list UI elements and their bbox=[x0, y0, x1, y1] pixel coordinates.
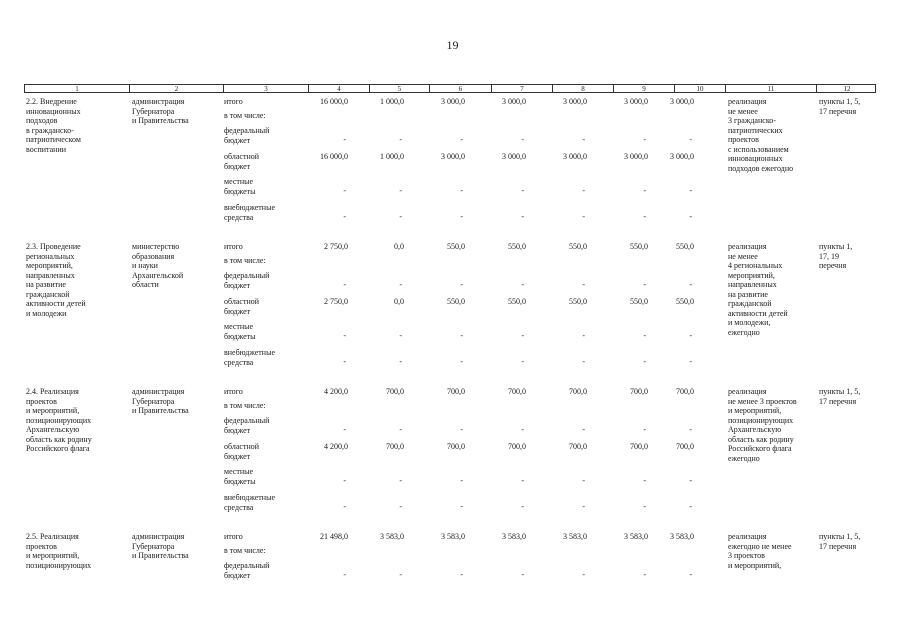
funding-source bbox=[224, 348, 304, 367]
result-line: Российского флага bbox=[728, 444, 792, 453]
expected-result bbox=[728, 387, 816, 463]
amount-cell: - bbox=[643, 186, 646, 195]
amount-cell: - bbox=[460, 280, 463, 289]
amount-cell: 700,0 bbox=[569, 442, 587, 451]
amount-cell: 1 000,0 bbox=[380, 97, 404, 106]
funding-source bbox=[224, 111, 304, 121]
measure-line: на развитие bbox=[26, 280, 66, 289]
indicator-links bbox=[819, 532, 875, 551]
funding-source bbox=[224, 97, 304, 107]
amount-cell: - bbox=[582, 425, 585, 434]
expected-result bbox=[728, 97, 816, 173]
amount-cell: 3 000,0 bbox=[624, 152, 648, 161]
funding-row bbox=[24, 467, 724, 487]
amount-cell: - bbox=[582, 476, 585, 485]
funding-source bbox=[224, 297, 304, 316]
measure-line: направленных bbox=[26, 270, 75, 280]
executor-line: Губернатора bbox=[132, 541, 175, 551]
measure-line: в гражданско- bbox=[26, 125, 74, 135]
amount-cell: 4 200,0 bbox=[324, 442, 348, 451]
measure-line: Российского флага bbox=[26, 444, 90, 453]
amount-cell: - bbox=[460, 135, 463, 144]
measure-line: Архангельскую bbox=[26, 425, 80, 434]
funding-source-line: внебюджетные bbox=[224, 203, 275, 212]
result-line: и мероприятий, bbox=[728, 406, 782, 415]
funding-source-line: бюджет bbox=[224, 280, 251, 290]
measure-line: область как родину bbox=[26, 434, 92, 444]
amount-cell: - bbox=[343, 280, 346, 289]
executor-line: министерство bbox=[132, 242, 180, 251]
amount-cell: 550,0 bbox=[569, 297, 587, 306]
funding-source-line: бюджет bbox=[224, 425, 251, 435]
amount-cell: 550,0 bbox=[508, 297, 526, 306]
funding-source-line: средства bbox=[224, 212, 254, 222]
amount-cell: - bbox=[582, 186, 585, 195]
executor-line: и Правительства bbox=[132, 406, 189, 415]
funding-source-line: в том числе: bbox=[224, 256, 266, 265]
funding-source-line: в том числе: bbox=[224, 401, 266, 410]
amount-cell: - bbox=[689, 502, 692, 511]
funding-source-line: местные bbox=[224, 467, 254, 476]
amount-cell: - bbox=[521, 135, 524, 144]
amount-cell: - bbox=[343, 502, 346, 511]
amount-cell: 3 000,0 bbox=[502, 97, 526, 106]
result-line: реализация bbox=[728, 532, 767, 541]
amount-cell: - bbox=[689, 135, 692, 144]
funding-source-line: в том числе: bbox=[224, 546, 266, 555]
funding-source bbox=[224, 177, 304, 196]
result-line: подходов ежегодно bbox=[728, 163, 794, 173]
result-line: не менее 3 проектов bbox=[728, 396, 797, 406]
result-line: ежегодно не менее bbox=[728, 541, 792, 551]
measure-line: патриотическом bbox=[26, 135, 81, 144]
table-header bbox=[24, 84, 876, 93]
amount-cell: 550,0 bbox=[630, 242, 648, 251]
amount-cell: 700,0 bbox=[676, 387, 694, 396]
measure-line: проектов bbox=[26, 541, 57, 551]
amount-cell: - bbox=[582, 357, 585, 366]
amount-cell: - bbox=[582, 502, 585, 511]
amount-cell: - bbox=[521, 570, 524, 579]
indicator-links bbox=[819, 242, 875, 271]
amount-cell: - bbox=[689, 357, 692, 366]
amount-cell: - bbox=[399, 331, 402, 340]
amount-cell: - bbox=[460, 570, 463, 579]
funding-source bbox=[224, 442, 304, 461]
links-line: пункты 1, 5, bbox=[819, 387, 861, 396]
funding-source bbox=[224, 322, 304, 341]
result-line: мероприятий, bbox=[728, 270, 775, 280]
amount-cell: 550,0 bbox=[508, 242, 526, 251]
measure-line: и молодежи bbox=[26, 308, 67, 318]
amount-cell: - bbox=[521, 502, 524, 511]
measure-line: гражданской bbox=[26, 289, 70, 299]
amount-cell: 3 000,0 bbox=[502, 152, 526, 161]
amount-cell: - bbox=[399, 476, 402, 485]
amount-cell: - bbox=[582, 570, 585, 579]
amount-cell: 550,0 bbox=[447, 297, 465, 306]
funding-source-line: внебюджетные bbox=[224, 493, 275, 502]
amount-cell: - bbox=[521, 476, 524, 485]
funding-source bbox=[224, 152, 304, 171]
funding-source bbox=[224, 126, 304, 145]
amount-cell: - bbox=[460, 212, 463, 221]
result-line: область как родину bbox=[728, 434, 794, 444]
amount-cell: 3 583,0 bbox=[563, 532, 587, 541]
result-line: 4 региональных bbox=[728, 261, 783, 270]
header-col-11: 11 bbox=[725, 85, 816, 93]
header-col-1: 1 bbox=[75, 85, 79, 93]
amount-cell: 550,0 bbox=[676, 242, 694, 251]
result-line: и молодежи, bbox=[728, 318, 771, 327]
result-line: инновационных bbox=[728, 154, 783, 163]
funding-row bbox=[24, 152, 724, 172]
amount-cell: 3 583,0 bbox=[502, 532, 526, 541]
executor-line: Архангельской bbox=[132, 270, 184, 280]
amount-cell: 700,0 bbox=[386, 442, 404, 451]
amount-cell: 700,0 bbox=[447, 387, 465, 396]
funding-source bbox=[224, 416, 304, 435]
amount-cell: 550,0 bbox=[569, 242, 587, 251]
page-number: 19 bbox=[446, 38, 459, 52]
funding-source-line: областной bbox=[224, 152, 260, 161]
measure-line: позиционирующих bbox=[26, 560, 92, 570]
result-line: проектов bbox=[728, 135, 759, 144]
indicator-links bbox=[819, 387, 875, 406]
funding-source-line: бюджет bbox=[224, 570, 251, 580]
funding-row bbox=[24, 271, 724, 291]
funding-source-line: итого bbox=[224, 97, 243, 106]
funding-source bbox=[224, 467, 304, 486]
amount-cell: - bbox=[521, 331, 524, 340]
funding-source-line: бюджет bbox=[224, 135, 251, 145]
indicator-links bbox=[819, 97, 875, 116]
funding-source bbox=[224, 546, 304, 556]
funding-row bbox=[24, 348, 724, 368]
amount-cell: - bbox=[582, 280, 585, 289]
result-line: 3 проектов bbox=[728, 551, 765, 560]
amount-cell: 0,0 bbox=[394, 242, 404, 251]
amount-cell: - bbox=[460, 502, 463, 511]
result-line: реализация bbox=[728, 242, 767, 251]
amount-cell: - bbox=[689, 186, 692, 195]
result-line: реализация bbox=[728, 97, 767, 106]
funding-source-line: областной bbox=[224, 442, 260, 451]
links-line: пункты 1, 5, bbox=[819, 97, 861, 106]
amount-cell: 700,0 bbox=[386, 387, 404, 396]
amount-cell: - bbox=[460, 331, 463, 340]
header-col-8: 8 bbox=[552, 85, 613, 93]
amount-cell: - bbox=[582, 331, 585, 340]
result-line: патриотических bbox=[728, 125, 783, 135]
funding-source-line: областной bbox=[224, 297, 260, 306]
amount-cell: 4 200,0 bbox=[324, 387, 348, 396]
links-line: пункты 1, bbox=[819, 242, 853, 251]
amount-cell: 3 000,0 bbox=[563, 152, 587, 161]
amount-cell: 2 750,0 bbox=[324, 297, 348, 306]
amount-cell: - bbox=[343, 357, 346, 366]
amount-cell: - bbox=[643, 212, 646, 221]
funding-source-line: местные bbox=[224, 177, 254, 186]
executor-line: администрация bbox=[132, 532, 185, 541]
result-line: гражданской bbox=[728, 299, 772, 308]
header-col-2: 2 bbox=[129, 85, 223, 93]
amount-cell: - bbox=[643, 570, 646, 579]
expected-result bbox=[728, 242, 816, 337]
executor-line: и науки bbox=[132, 261, 158, 270]
amount-cell: - bbox=[399, 357, 402, 366]
links-line: перечня bbox=[819, 261, 847, 270]
executor-line: образования bbox=[132, 251, 175, 261]
amount-cell: - bbox=[582, 135, 585, 144]
funding-source bbox=[224, 203, 304, 222]
funding-source-line: федеральный bbox=[224, 126, 270, 135]
measure-line: 2.3. Проведение bbox=[26, 242, 81, 251]
measure-line: 2.5. Реализация bbox=[26, 532, 79, 541]
measure-line: региональных bbox=[26, 251, 75, 261]
measure-line: 2.2. Внедрение bbox=[26, 97, 77, 106]
funding-source bbox=[224, 532, 304, 542]
result-line: позиционирующих bbox=[728, 415, 794, 425]
funding-source-line: итого bbox=[224, 242, 243, 251]
measure-line: и мероприятий, bbox=[26, 551, 80, 560]
amount-cell: 3 583,0 bbox=[380, 532, 404, 541]
amount-cell: 700,0 bbox=[508, 442, 526, 451]
funding-row bbox=[24, 177, 724, 197]
amount-cell: - bbox=[399, 570, 402, 579]
header-col-3: 3 bbox=[223, 85, 308, 93]
funding-source bbox=[224, 242, 304, 252]
header-col-5: 5 bbox=[369, 85, 429, 93]
amount-cell: - bbox=[460, 357, 463, 366]
executor-line: Губернатора bbox=[132, 106, 175, 116]
funding-row bbox=[24, 297, 724, 317]
measure-line: инновационных bbox=[26, 106, 81, 116]
funding-source bbox=[224, 256, 304, 266]
result-line: на развитие bbox=[728, 289, 768, 299]
funding-source bbox=[224, 387, 304, 397]
result-line: реализация bbox=[728, 387, 767, 396]
amount-cell: - bbox=[460, 186, 463, 195]
amount-cell: 3 000,0 bbox=[441, 97, 465, 106]
funding-source bbox=[224, 401, 304, 411]
amount-cell: - bbox=[460, 425, 463, 434]
amount-cell: - bbox=[643, 502, 646, 511]
amount-cell: 700,0 bbox=[676, 442, 694, 451]
amount-cell: - bbox=[582, 212, 585, 221]
amount-cell: - bbox=[689, 280, 692, 289]
amount-cell: 3 000,0 bbox=[670, 152, 694, 161]
amount-cell: - bbox=[643, 280, 646, 289]
amount-cell: - bbox=[343, 135, 346, 144]
result-line: не менее bbox=[728, 251, 758, 261]
amount-cell: - bbox=[643, 476, 646, 485]
amount-cell: - bbox=[399, 212, 402, 221]
executor-line: администрация bbox=[132, 387, 185, 396]
amount-cell: 700,0 bbox=[508, 387, 526, 396]
amount-cell: - bbox=[689, 331, 692, 340]
executor-line: администрация bbox=[132, 97, 185, 106]
result-line: с использованием bbox=[728, 144, 789, 154]
amount-cell: - bbox=[399, 186, 402, 195]
executor-line: Губернатора bbox=[132, 396, 175, 406]
amount-cell: - bbox=[399, 502, 402, 511]
funding-source-line: бюджеты bbox=[224, 186, 256, 196]
funding-source-line: средства bbox=[224, 502, 254, 512]
amount-cell: - bbox=[343, 186, 346, 195]
amount-cell: - bbox=[343, 212, 346, 221]
result-line: ежегодно bbox=[728, 453, 760, 463]
amount-cell: - bbox=[343, 476, 346, 485]
result-line: ежегодно bbox=[728, 327, 760, 337]
links-line: пункты 1, 5, bbox=[819, 532, 861, 541]
amount-cell: 3 000,0 bbox=[624, 97, 648, 106]
measure-line: воспитании bbox=[26, 144, 67, 154]
funding-source-line: бюджет bbox=[224, 161, 251, 171]
amount-cell: 550,0 bbox=[447, 242, 465, 251]
header-col-12: 12 bbox=[816, 85, 877, 93]
amount-cell: - bbox=[521, 280, 524, 289]
amount-cell: - bbox=[399, 425, 402, 434]
funding-source-line: бюджет bbox=[224, 306, 251, 316]
amount-cell: 700,0 bbox=[569, 387, 587, 396]
amount-cell: 1 000,0 bbox=[380, 152, 404, 161]
funding-source-line: бюджет bbox=[224, 451, 251, 461]
amount-cell: - bbox=[689, 570, 692, 579]
funding-row bbox=[24, 126, 724, 146]
header-col-4: 4 bbox=[308, 85, 369, 93]
amount-cell: - bbox=[689, 425, 692, 434]
amount-cell: - bbox=[689, 476, 692, 485]
measure-line: позиционирующих bbox=[26, 415, 92, 425]
funding-source bbox=[224, 561, 304, 580]
measure-line: и мероприятий, bbox=[26, 406, 80, 415]
header-col-9: 9 bbox=[613, 85, 674, 93]
result-line: активности детей bbox=[728, 308, 788, 318]
funding-row bbox=[24, 442, 724, 462]
amount-cell: - bbox=[521, 425, 524, 434]
amount-cell: - bbox=[460, 476, 463, 485]
header-col-10: 10 bbox=[674, 85, 725, 93]
amount-cell: 550,0 bbox=[630, 297, 648, 306]
result-line: и мероприятий, bbox=[728, 560, 782, 570]
measure-line: активности детей bbox=[26, 299, 86, 308]
funding-source-line: бюджеты bbox=[224, 476, 256, 486]
executor-line: и Правительства bbox=[132, 551, 189, 560]
funding-row bbox=[24, 203, 724, 223]
amount-cell: 3 000,0 bbox=[563, 97, 587, 106]
funding-source-line: федеральный bbox=[224, 561, 270, 570]
header-col-6: 6 bbox=[429, 85, 491, 93]
measure-line: 2.4. Реализация bbox=[26, 387, 79, 396]
amount-cell: 2 750,0 bbox=[324, 242, 348, 251]
amount-cell: - bbox=[643, 331, 646, 340]
funding-row bbox=[24, 493, 724, 513]
amount-cell: 700,0 bbox=[447, 442, 465, 451]
links-line: 17 перечня bbox=[819, 541, 857, 551]
amount-cell: - bbox=[643, 135, 646, 144]
amount-cell: 16 000,0 bbox=[320, 97, 348, 106]
funding-source-line: итого bbox=[224, 532, 243, 541]
amount-cell: 3 583,0 bbox=[624, 532, 648, 541]
amount-cell: - bbox=[643, 425, 646, 434]
funding-source-line: бюджеты bbox=[224, 331, 256, 341]
header-col-7: 7 bbox=[491, 85, 552, 93]
amount-cell: 3 000,0 bbox=[441, 152, 465, 161]
executor-line: и Правительства bbox=[132, 116, 189, 125]
amount-cell: - bbox=[521, 357, 524, 366]
funding-source-line: местные bbox=[224, 322, 254, 331]
amount-cell: - bbox=[343, 570, 346, 579]
amount-cell: - bbox=[399, 280, 402, 289]
result-line: 3 гражданско- bbox=[728, 116, 776, 125]
expected-result bbox=[728, 532, 816, 570]
result-line: направленных bbox=[728, 280, 777, 289]
funding-source bbox=[224, 271, 304, 290]
amount-cell: 700,0 bbox=[630, 387, 648, 396]
executor-line: области bbox=[132, 280, 159, 289]
funding-source-line: внебюджетные bbox=[224, 348, 275, 357]
measure-line: подходов bbox=[26, 116, 58, 125]
links-line: 17 перечня bbox=[819, 396, 857, 406]
funding-source bbox=[224, 493, 304, 512]
funding-source-line: средства bbox=[224, 357, 254, 367]
amount-cell: - bbox=[343, 331, 346, 340]
amount-cell: - bbox=[399, 135, 402, 144]
amount-cell: - bbox=[643, 357, 646, 366]
measure-line: мероприятий, bbox=[26, 261, 73, 270]
funding-row bbox=[24, 322, 724, 342]
links-line: 17 перечня bbox=[819, 106, 857, 116]
amount-cell: - bbox=[689, 212, 692, 221]
amount-cell: - bbox=[521, 186, 524, 195]
amount-cell: 550,0 bbox=[676, 297, 694, 306]
funding-source-line: в том числе: bbox=[224, 111, 266, 120]
measure-line: проектов bbox=[26, 396, 57, 406]
amount-cell: 16 000,0 bbox=[320, 152, 348, 161]
links-line: 17, 19 bbox=[819, 251, 839, 261]
amount-cell: - bbox=[343, 425, 346, 434]
amount-cell: 3 583,0 bbox=[441, 532, 465, 541]
amount-cell: 0,0 bbox=[394, 297, 404, 306]
funding-source-line: итого bbox=[224, 387, 243, 396]
result-line: не менее bbox=[728, 106, 758, 116]
amount-cell: - bbox=[521, 212, 524, 221]
amount-cell: 21 498,0 bbox=[320, 532, 348, 541]
funding-row bbox=[24, 416, 724, 436]
funding-source-line: федеральный bbox=[224, 416, 270, 425]
funding-row bbox=[24, 561, 724, 581]
amount-cell: 700,0 bbox=[630, 442, 648, 451]
funding-source-line: федеральный bbox=[224, 271, 270, 280]
amount-cell: 3 000,0 bbox=[670, 97, 694, 106]
result-line: Архангельскую bbox=[728, 425, 782, 434]
amount-cell: 3 583,0 bbox=[670, 532, 694, 541]
